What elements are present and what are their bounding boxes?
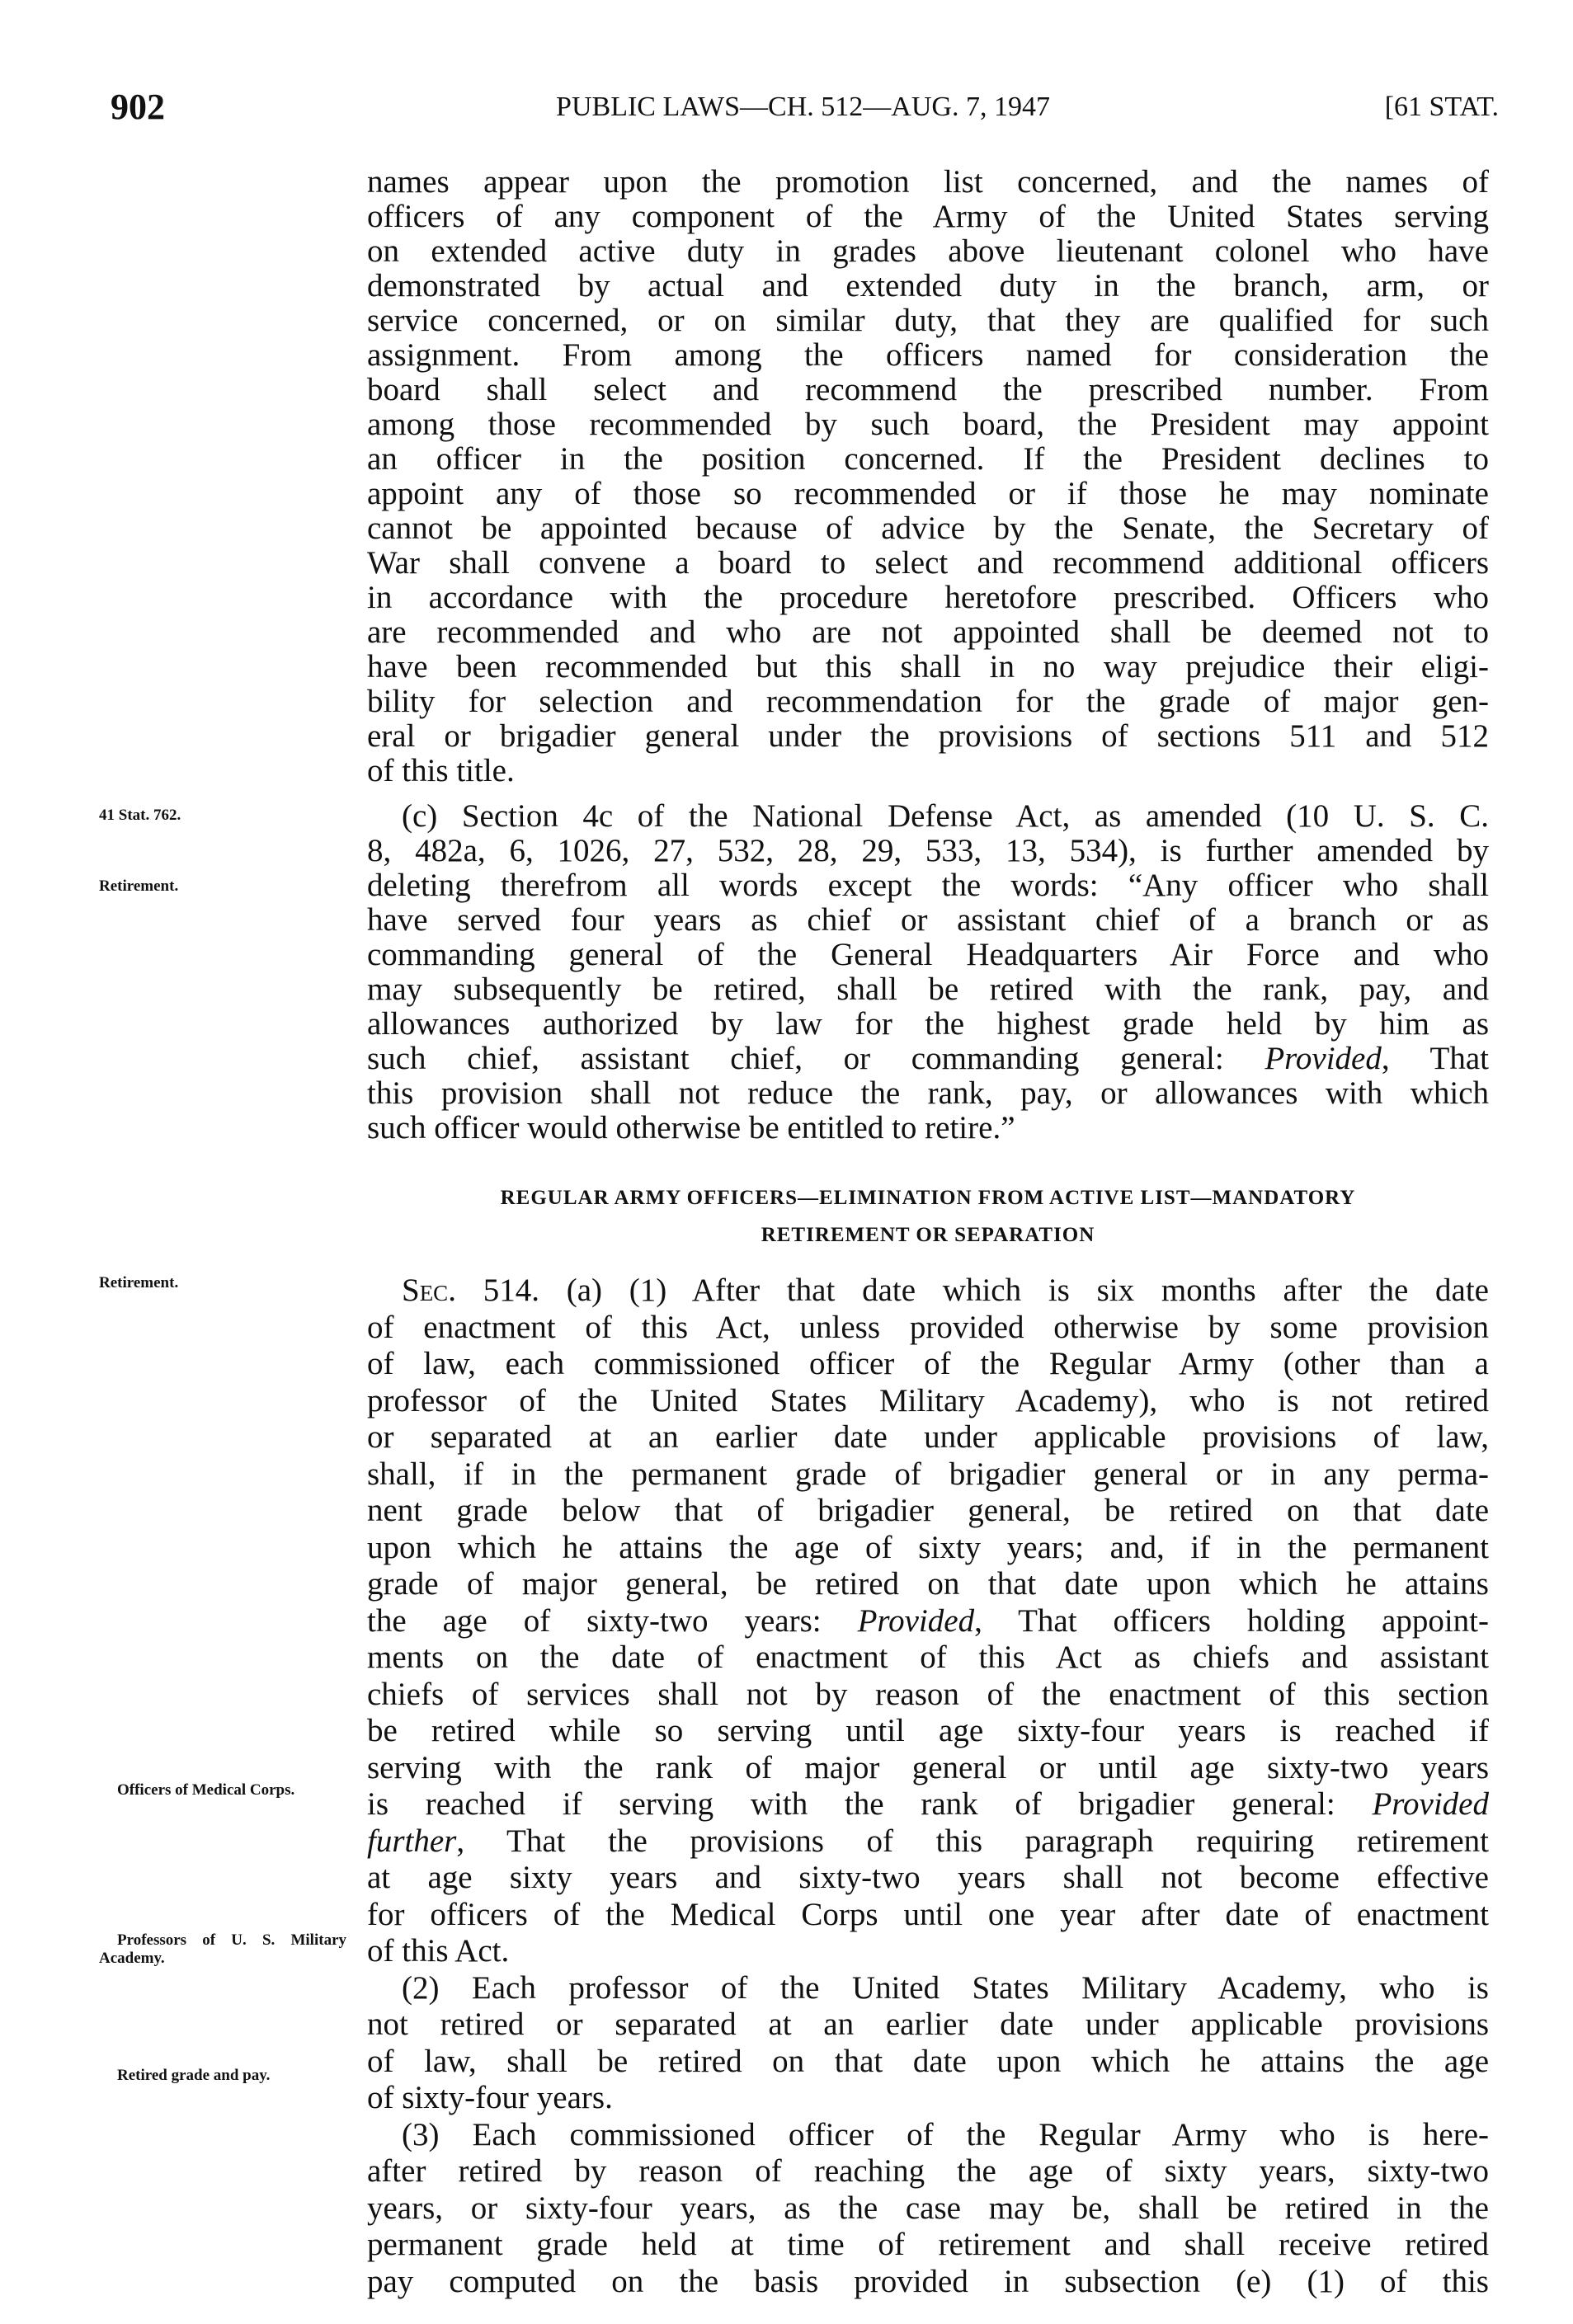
text-line: have served four years as chief or assistant chief of a branch or as (367, 902, 1489, 938)
text-line: in accordance with the procedure heretofore prescribed. Officers who (367, 580, 1489, 615)
text-line: pay computed on the basis provided in subsection (e) (1) of this (367, 2263, 1489, 2299)
text-line: of law, each commissioned officer of the Regular Army (other than a (367, 1346, 1489, 1381)
text-line: demonstrated by actual and extended duty in the branch, arm, or (367, 268, 1489, 303)
text-line (367, 1042, 1489, 1076)
margin-note: Professors of U. S. Military Academy. (99, 1931, 346, 1967)
text-line: serving with the rank of major general or until age sixty-two years (367, 1749, 1489, 1785)
text-line: eral or brigadier general under the provisions of sections 511 and 512 (367, 718, 1489, 754)
text-line: names appear upon the promotion list concerned, and the names of (367, 164, 1489, 200)
text-segment: the age of sixty-two years: (367, 1602, 858, 1639)
text-segment: , That (1381, 1041, 1490, 1076)
text-line: chiefs of services shall not by reason of the enactment of this section (367, 1676, 1489, 1712)
text-line: commanding general of the General Headquarters Air Force and who (367, 937, 1489, 972)
text-line: (c) Section 4c of the National Defense Act, as amended (10 U. S. C. (402, 798, 1489, 834)
margin-note: Retirement. (99, 1274, 179, 1291)
section-heading-line: REGULAR ARMY OFFICERS—ELIMINATION FROM ACTIVE LIST—MANDATORY (500, 1187, 1356, 1209)
text-line: cannot be appointed because of advice by the Senate, the Secretary of (367, 510, 1489, 546)
text-line: of this Act. (367, 1933, 510, 1969)
text-line: of law, shall be retired on that date upon which he attains the age (367, 2043, 1489, 2079)
text-line: (2) Each professor of the United States Military Academy, who is (402, 1969, 1489, 2006)
text-line: have been recommended but this shall in no way prejudice their eligi- (367, 649, 1489, 684)
text-line: officers of any component of the Army of the United States serving (367, 199, 1489, 234)
text-line: of enactment of this Act, unless provided otherwise by some provision (367, 1309, 1489, 1345)
margin-note: Retired grade and pay. (117, 2067, 271, 2084)
text-segment: such chief, assistant chief, or commanding general: (367, 1041, 1265, 1076)
page-number: 902 (111, 87, 165, 127)
statute-volume-ref: [61 STAT. (1384, 92, 1499, 122)
margin-note: 41 Stat. 762. (99, 807, 181, 824)
text-line: permanent grade held at time of retirement and shall receive retired (367, 2227, 1489, 2262)
text-line (367, 1273, 1489, 1310)
text-line: deleting therefrom all words except the words: “Any officer who shall (367, 868, 1489, 903)
text-line: at age sixty years and sixty-two years shall not become effective (367, 1860, 1489, 1895)
text-line: of this title. (367, 753, 515, 788)
text-line (367, 1603, 1489, 1640)
text-line (367, 1786, 1489, 1823)
text-line: appoint any of those so recommended or if those he may nominate (367, 476, 1489, 511)
text-line: (3) Each commissioned officer of the Regular Army who is here- (402, 2116, 1489, 2152)
italic-term: Provided (1265, 1041, 1382, 1076)
text-line: of sixty-four years. (367, 2080, 613, 2115)
text-line: after retired by reason of reaching the age of sixty years, sixty-two (367, 2153, 1489, 2189)
text-segment: is reached if serving with the rank of brigadier general: (367, 1786, 1373, 1822)
text-line: among those recommended by such board, the President may appoint (367, 407, 1489, 442)
text-line: on extended active duty in grades above lieutenant colonel who have (367, 233, 1489, 269)
text-segment: Sec. (402, 1273, 456, 1308)
text-line: such officer would otherwise be entitled to retire.” (367, 1110, 1015, 1146)
italic-term: Provided (1372, 1786, 1489, 1822)
text-line: or separated at an earlier date under applicable provisions of law, (367, 1419, 1489, 1455)
text-line: not retired or separated at an earlier date under applicable provisions (367, 2006, 1489, 2042)
text-segment: , That officers holding appoint- (974, 1602, 1489, 1639)
text-block-continued (367, 165, 1489, 788)
text-line: for officers of the Medical Corps until one year after date of enactment (367, 1896, 1489, 1932)
text-line: service concerned, or on similar duty, that they are qualified for such (367, 303, 1489, 338)
text-line: years, or sixty-four years, as the case may be, shall be retired in the (367, 2190, 1489, 2226)
italic-term: Provided (857, 1602, 975, 1639)
text-line: assignment. From among the officers named for consideration the (367, 337, 1489, 373)
margin-note: Officers of Medical Corps. (117, 1781, 295, 1799)
text-line: upon which he attains the age of sixty years; and, if in the permanent (367, 1529, 1489, 1565)
section-heading-line: RETIREMENT OR SEPARATION (761, 1224, 1095, 1246)
text-line: board shall select and recommend the prescribed number. From (367, 372, 1489, 407)
text-line: an officer in the position concerned. If the President declines to (367, 441, 1489, 477)
text-line: 8, 482a, 6, 1026, 27, 532, 28, 29, 533, 13, 534), is further amended by (367, 833, 1489, 868)
italic-term: further (367, 1823, 457, 1859)
text-line: ments on the date of enactment of this Act as chiefs and assistant (367, 1640, 1489, 1675)
margin-note: Retirement. (99, 877, 179, 895)
section-514 (367, 1273, 1489, 2300)
text-line: grade of major general, be retired on that date upon which he attains (367, 1566, 1489, 1602)
text-line: allowances authorized by law for the highest grade held by him as (367, 1006, 1489, 1042)
text-line: shall, if in the permanent grade of brigadier general or in any perma- (367, 1456, 1489, 1492)
text-line: bility for selection and recommendation for the grade of major gen- (367, 684, 1489, 719)
text-line: are recommended and who are not appointed shall be deemed not to (367, 614, 1489, 650)
text-line (367, 1823, 1489, 1861)
text-segment: , That the provisions of this paragraph requiring retirement (456, 1823, 1489, 1859)
text-segment: 514. (a) (1) After that date which is six months after the date (455, 1273, 1489, 1308)
text-line: this provision shall not reduce the rank, pay, or allowances with which (367, 1075, 1489, 1111)
text-line: may subsequently be retired, shall be retired with the rank, pay, and (367, 971, 1489, 1007)
subsection-c (367, 799, 1489, 1146)
text-line: be retired while so serving until age sixty-four years is reached if (367, 1713, 1489, 1748)
text-line: nent grade below that of brigadier general, be retired on that date (367, 1493, 1489, 1528)
text-line: War shall convene a board to select and recommend additional officers (367, 545, 1489, 581)
text-line: professor of the United States Military Academy), who is not retired (367, 1382, 1489, 1418)
running-title: PUBLIC LAWS—CH. 512—AUG. 7, 1947 (556, 92, 1050, 122)
section-heading (367, 1179, 1489, 1254)
